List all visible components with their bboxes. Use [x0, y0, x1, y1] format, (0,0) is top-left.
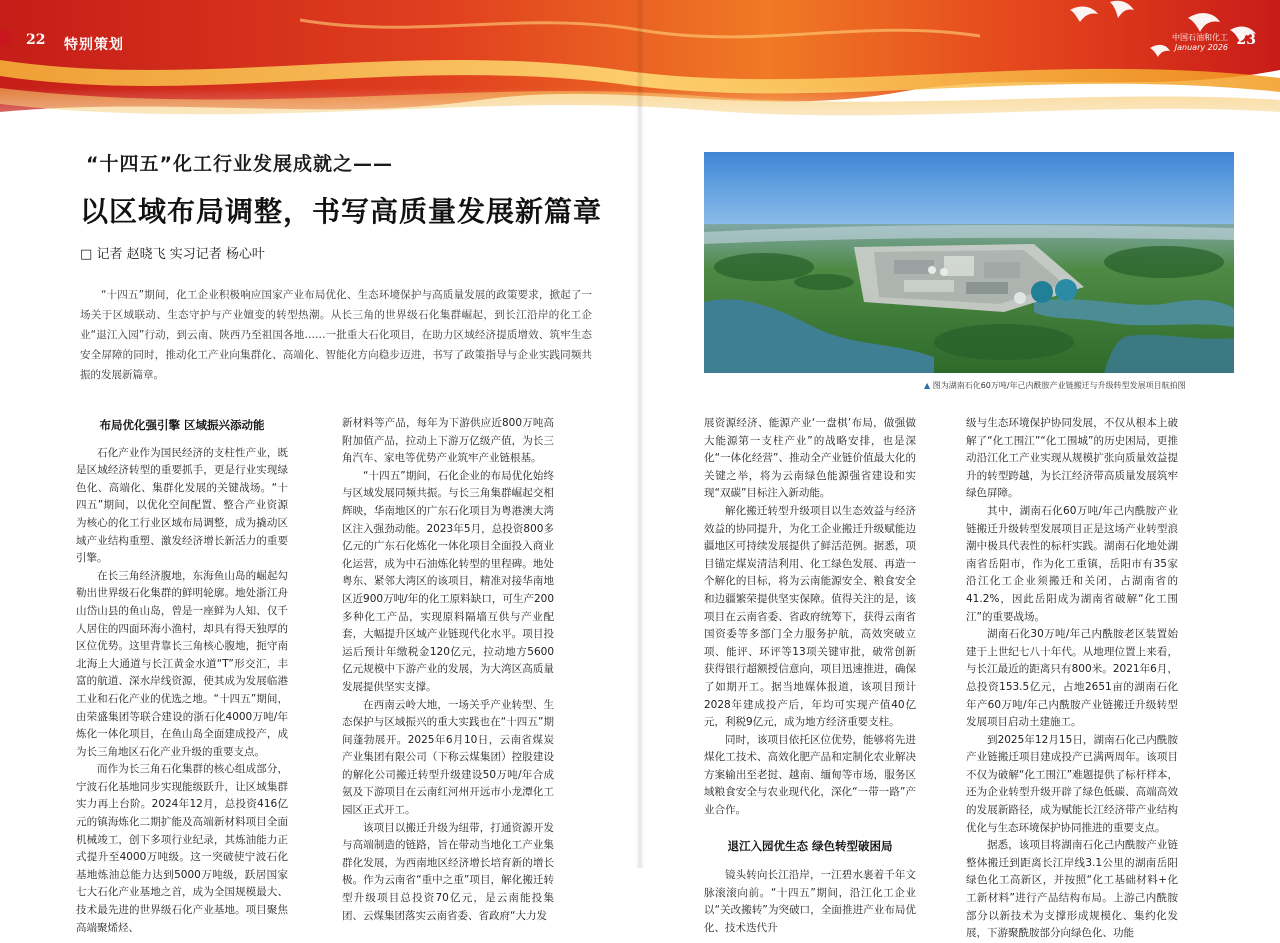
paragraph: “十四五”期间，石化企业的布局优化始终与区域发展同频共振。与长三角集群崛起交相辉映，华南地区的广东石化项目为粤港澳大湾区注入强劲动能。2023年5月，总投资800多亿元的广东石化炼化一体化项目全面投入商业化运营，成为中石油炼化转型的里程碑。地处粤东、紧邻大湾区的该项目，精准对接华南地区近900万吨/年的化工原料缺口，可生产200多种化工产品，实现原料隔墙互供与产业配套，大幅提升区域产业链现代化水平。项目投运后预计年缴税金120亿元，拉动地方5600亿元规模中下游产业的发展，为大湾区高质量发展提供坚实支撑。: [342, 469, 554, 693]
paragraph: 据悉，该项目将湖南石化己内酰胺产业链整体搬迁到距离长江岸线3.1公里的湖南岳阳绿色化工高新区，并按照“化工基础材料+化工新材料”进行产品结构布局。上游己内酰胺部分以新技术为支撑形成规模化、集约化发展，下游聚酰胺部分向绿色化、功能: [966, 839, 1178, 940]
section-heading-1: 布局优化强引擎 区域振兴添动能: [99, 418, 265, 432]
aerial-photo: [704, 152, 1234, 373]
magazine-name: 中国石油和化工: [1172, 33, 1228, 42]
byline-marker: □: [80, 247, 93, 262]
section-heading-2: 退江入园优生态 绿色转型破困局: [727, 838, 893, 853]
paragraph: 同时，该项目依托区位优势，能够将先进煤化工技术、高效化肥产品和定制化农业解决方案输出至老挝、越南、缅甸等市场，服务区域粮食安全与农业现代化，深化“一带一路”产业合作。: [704, 733, 916, 817]
article-kicker: “十四五”化工行业发展成就之——: [86, 153, 393, 175]
paragraph: 到2025年12月15日，湖南石化己内酰胺产业链搬迁项目建成投产已满两周年。该项目不仅为破解“化工围江”难题提供了标杆样本，还为企业转型升级开辟了绿色低碳、高端高效的发展新路径，成为赋能长江经济带产业结构优化与生态环境保护协同推进的重要支点。: [966, 733, 1178, 834]
paragraph: 展资源经济、能源产业‘一盘棋’布局，做强做大能源第一支柱产业”的战略安排，也是深化“一体化经营”、推动全产业链价值最大化的关键之举，将为云南绿色能源强省建设和实现“双碳”目标注入新动能。: [704, 417, 916, 500]
left-page-number: 22: [26, 32, 46, 48]
column-4: [966, 415, 1178, 943]
paragraph: 石化产业作为国民经济的支柱性产业，既是区域经济转型的重要抓手，更是行业实现绿色化、高端化、集群化发展的关键战场。“十四五”期间，以优化空间配置、整合产业资源为核心的化工行业区域布局调整，成为撬动区域产业结构重塑、激发经济增长新活力的重要引擎。: [76, 446, 288, 565]
article-lead: “十四五”期间，化工企业积极响应国家产业布局优化、生态环境保护与高质量发展的政策要求，掀起了一场关于区域联动、生态守护与产业嬗变的转型热潮。从长三角的世界级石化集群崛起，到长江沿岸的化工企业“退江入园”行动，到云南、陕西乃至祖国各地……一批重大石化项目，在助力区域经济提质增效、筑牢生态安全屏障的同时，推动化工产业向集群化、高端化、智能化方向稳步迈进，书写了政策指导与企业实践同频共振的发展新篇章。: [80, 289, 592, 381]
paragraph: 而作为长三角石化集群的核心组成部分，宁波石化基地同步实现能级跃升，让区域集群实力再上台阶。2024年12月，总投资416亿元的镇海炼化二期扩能及高端新材料项目全面机械竣工，创下多项行业纪录，其炼油能力正式提升至4000万吨级。这一突破使宁波石化基地炼油总能力达到5000万吨级，跃居国家七大石化产业基地之首，成为全国规模最大、技术最先进的世界级石化产业基地。项目聚焦高端聚烯烃、: [76, 763, 288, 934]
caption-text: 图为湖南石化60万吨/年己内酰胺产业链搬迁与升级转型发展项目航拍图: [932, 381, 1186, 390]
caption-marker-icon: ▲: [924, 381, 931, 390]
section-marker: [0, 30, 12, 46]
article-title: 以区域布局调整，书写高质量发展新篇章: [80, 195, 603, 228]
column-1: [76, 415, 288, 937]
column-3: [704, 415, 916, 938]
article-byline: [80, 243, 265, 262]
paragraph: 在长三角经济腹地，东海鱼山岛的崛起勾勒出世界级石化集群的鲜明轮廓。地处浙江舟山岱山县的鱼山岛，曾是一座鲜为人知、仅千人居住的四面环海小渔村，却具有得天独厚的区位优势。这里背靠长三角核心腹地，扼守南北海上大通道与长江黄金水道“T”形交汇，丰富的航道、深水岸线资源，使其成为发展临港工业和石化产业的优选之地。“十四五”期间，由荣盛集团等联合建设的浙石化4000万吨/年炼化一体化项目，在鱼山岛全面建成投产，成为长三角地区石化产业升级的重要支点。: [76, 569, 288, 758]
paragraph: 镜头转向长江沿岸，一江碧水裹着千年文脉滚滚向前。“十四五”期间，沿江化工企业以“关改搬转”为突破口，全面推进产业布局优化、技术迭代升: [704, 869, 916, 935]
paragraph: 该项目以搬迁升级为纽带，打通资源开发与高端制造的链路，旨在带动当地化工产业集群化发展，为西南地区经济增长培育新的增长极。作为云南省“重中之重”项目，解化搬迁转型升级项目总投资70亿元，是云南能投集团、云煤集团落实云南省委、省政府“大力发: [342, 821, 554, 922]
page-gutter: [636, 0, 644, 868]
paragraph: 级与生态环境保护协同发展，不仅从根本上破解了“化工围江”“化工围城”的历史困局，更推动沿江化工产业实现从规模扩张向质量效益提升的转型跨越，为长江经济带高质量发展筑牢绿色屏障。: [966, 417, 1178, 500]
byline-authors: 记者 赵晓飞 实习记者 杨心叶: [96, 247, 265, 262]
paragraph: 新材料等产品，每年为下游供应近800万吨高附加值产品，拉动上下游万亿级产值，为长三角汽车、家电等优势产业筑牢产业链根基。: [342, 417, 554, 465]
photo-caption: [924, 380, 1186, 391]
issue-date: January 2026: [1174, 43, 1228, 52]
section-label: 特别策划: [64, 37, 124, 53]
right-page-number: 23: [1236, 32, 1256, 48]
paragraph: 湖南石化30万吨/年己内酰胺老区装置始建于上世纪七八十年代。从地理位置上来看，与长江最近的距离只有800米。2021年6月，总投资153.5亿元，占地2651亩的湖南石化年产60万吨/年己内酰胺产业链搬迁升级转型发展项目启动土建施工。: [966, 628, 1178, 729]
paragraph: 解化搬迁转型升级项目以生态效益与经济效益的协同提升，为化工企业搬迁升级赋能边疆地区可持续发展提供了鲜活范例。据悉，项目锚定煤炭清洁利用、化工绿色发展、再造一个解化的目标，将为云南能源安全、粮食安全和边疆繁荣提供坚实保障。值得关注的是，该项目在云南省委、省政府统筹下，获得云南省国资委等多部门全力服务护航，高效突破立项、能评、环评等13项关键审批，破常创新获得银行超额授信意向，项目迅速推进，确保了如期开工。据当地媒体报道，该项目预计2028年建成投产后，年均可实现产值40亿元，利税9亿元，成为地方经济重要支柱。: [704, 504, 916, 729]
aerial-photo-graphic: [704, 152, 1234, 373]
paragraph: 在西南云岭大地，一场关乎产业转型、生态保护与区域振兴的重大实践也在“十四五”期间蓬勃展开。2025年6月10日，云南省煤炭产业集团有限公司（下称云煤集团）控股建设的解化公司搬迁转型升级建设50万吨/年合成氨及下游项目在云南红河州开远市小龙潭化工园区正式开工。: [342, 698, 554, 817]
paragraph: 其中，湖南石化60万吨/年己内酰胺产业链搬迁升级转型发展项目正是这场产业转型浪潮中极具代表性的标杆实践。湖南石化地处湖南省岳阳市，作为化工重镇，岳阳市有35家沿江化工企业须搬迁和关闭，占湖南省的41.2%，因此岳阳成为湖南省破解“化工围江”的重要战场。: [966, 504, 1178, 623]
column-2: [342, 415, 554, 925]
